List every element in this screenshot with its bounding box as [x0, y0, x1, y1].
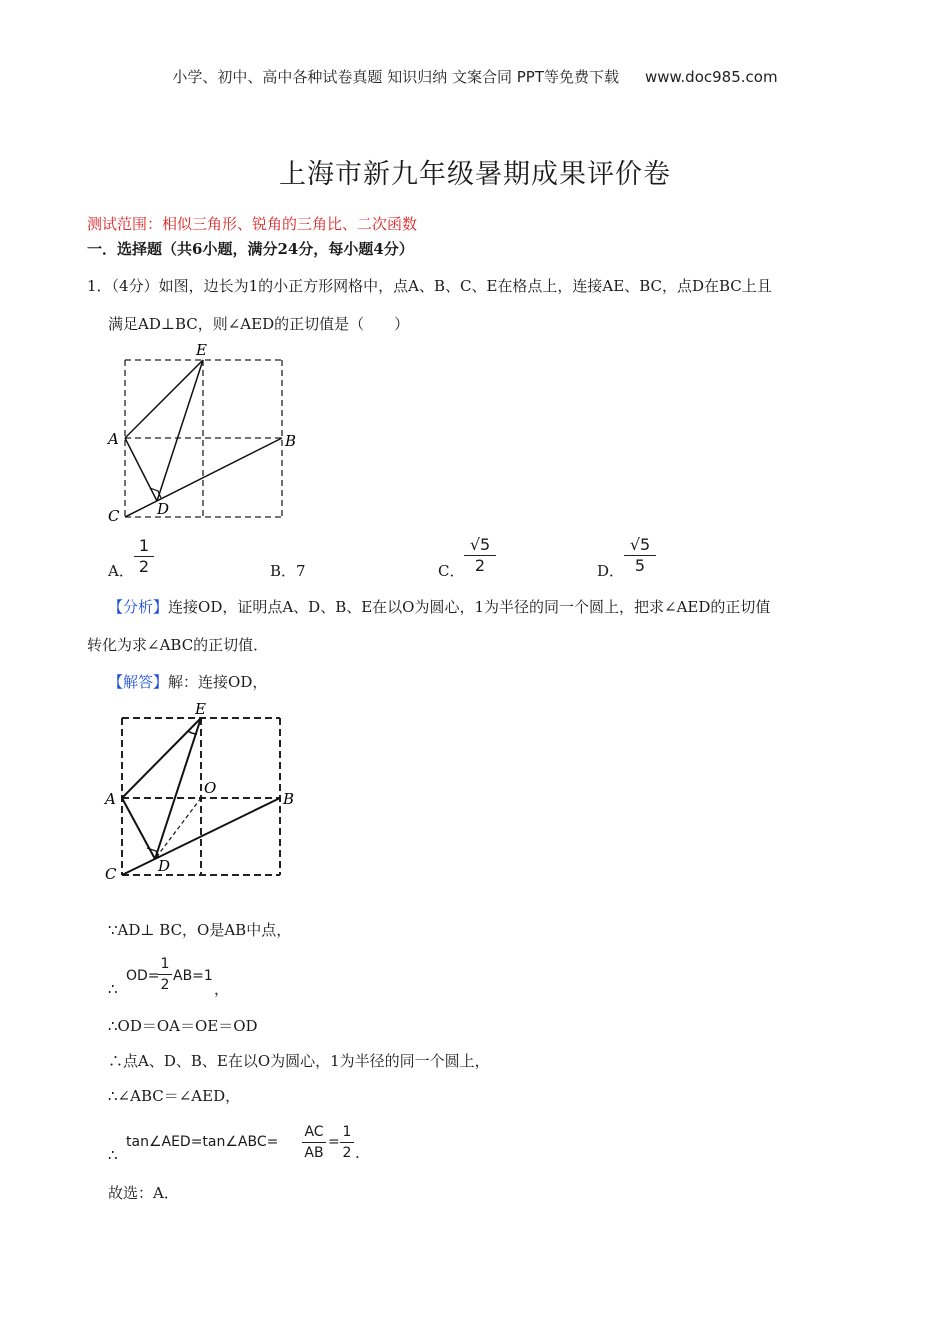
fraction-numerator: √5	[469, 535, 491, 554]
solution-step-2	[108, 956, 308, 1002]
analysis-line-2: 转化为求∠ABC的正切值．	[87, 636, 269, 654]
therefore-symbol: ∴	[108, 980, 118, 998]
fraction-denominator: 2	[160, 977, 170, 993]
label-O: O	[204, 779, 217, 797]
option-d-label: D．	[597, 562, 625, 580]
solution-step-3: ∴OD＝OA＝OE＝OD	[108, 1017, 258, 1035]
step-2-suffix: ，	[214, 980, 230, 998]
option-b-value: 7	[296, 562, 306, 580]
segment-AD	[122, 798, 155, 859]
option-b[interactable]	[270, 560, 306, 581]
segment-ED	[157, 360, 203, 501]
solution-tag: 【解答】	[108, 673, 169, 691]
label-D: D	[157, 500, 170, 518]
fraction-numerator: √5	[629, 535, 651, 554]
fraction-numerator: 1	[342, 1124, 352, 1140]
step-2-fraction	[158, 954, 172, 995]
segment-ED	[155, 718, 201, 859]
therefore-symbol: ∴	[108, 1146, 118, 1164]
solution-answer: 故选：A．	[108, 1184, 179, 1202]
segment-AD	[125, 438, 157, 501]
analysis-line-1	[108, 596, 770, 617]
test-scope: 测试范围：相似三角形、锐角的三角比、二次函数	[87, 215, 418, 233]
solution-step-6	[108, 1122, 408, 1168]
option-c-fraction	[464, 535, 496, 576]
label-A: A	[105, 790, 116, 808]
fraction-numerator: AC	[304, 1124, 324, 1140]
fraction-denominator: 2	[474, 556, 486, 575]
solution-intro-line	[108, 671, 267, 692]
solution-intro: 解：连接OD，	[168, 673, 268, 691]
fraction-numerator: 1	[138, 536, 150, 555]
fraction-denominator: 2	[342, 1145, 352, 1161]
label-B: B	[283, 790, 295, 808]
figure-2	[100, 698, 305, 888]
segment-AE	[122, 718, 201, 798]
analysis-tag: 【分析】	[108, 598, 169, 616]
label-E: E	[195, 700, 206, 718]
solution-step-1: ∵AD⊥ BC，O是AB中点，	[108, 921, 292, 939]
option-a-fraction	[134, 536, 154, 577]
fraction-denominator: 5	[634, 556, 646, 575]
fraction-denominator: 2	[138, 557, 150, 576]
label-E: E	[196, 341, 207, 359]
option-d[interactable]	[597, 560, 624, 581]
step-6-fraction-half	[340, 1122, 354, 1163]
step-2-right: AB=1	[173, 968, 213, 984]
segment-AE	[125, 360, 203, 438]
page-title: 上海市新九年级暑期成果评价卷	[279, 159, 671, 190]
step-6-expression: tan∠AED=tan∠ABC=	[126, 1134, 279, 1150]
page-header	[0, 66, 950, 87]
header-url[interactable]: www.doc985.com	[644, 68, 778, 86]
option-d-fraction	[624, 535, 656, 576]
option-c-label: C．	[438, 562, 465, 580]
label-D: D	[158, 857, 171, 875]
option-c[interactable]	[438, 560, 464, 581]
question-1-line-2: 满足AD⊥BC，则∠AED的正切值是（ ）	[108, 315, 410, 333]
step-6-suffix: .	[355, 1144, 360, 1162]
option-a[interactable]	[108, 560, 134, 581]
step-2-left: OD=	[126, 968, 160, 984]
segment-OD	[155, 798, 201, 859]
analysis-text-1: 连接OD，证明点A、D、B、E在以O为圆心，1为半径的同一个圆上，把求∠AED的正切值	[168, 598, 771, 616]
fraction-denominator: AB	[304, 1145, 324, 1161]
section-heading: 一．选择题（共6小题，满分24分，每小题4分）	[87, 240, 414, 258]
solution-step-4: ∴点A、D、B、E在以O为圆心，1为半径的同一个圆上，	[108, 1052, 490, 1070]
figure-1	[100, 340, 305, 525]
fraction-numerator: 1	[160, 956, 170, 972]
label-B: B	[285, 432, 297, 450]
option-a-label: A．	[108, 562, 134, 580]
option-b-label: B．	[270, 562, 297, 580]
step-6-equals: =	[328, 1134, 340, 1150]
label-C: C	[108, 507, 120, 525]
solution-step-5: ∴∠ABC＝∠AED，	[108, 1087, 241, 1105]
question-1-line-1: 1．（4分）如图，边长为1的小正方形网格中，点A、B、C、E在格点上，连接AE、BC，点D在BC上且	[87, 277, 772, 295]
label-A: A	[108, 430, 119, 448]
header-tagline: 小学、初中、高中各种试卷真题 知识归纳 文案合同 PPT等免费下载	[172, 68, 619, 86]
label-C: C	[105, 865, 117, 883]
step-6-fraction-ac-ab	[302, 1122, 326, 1163]
